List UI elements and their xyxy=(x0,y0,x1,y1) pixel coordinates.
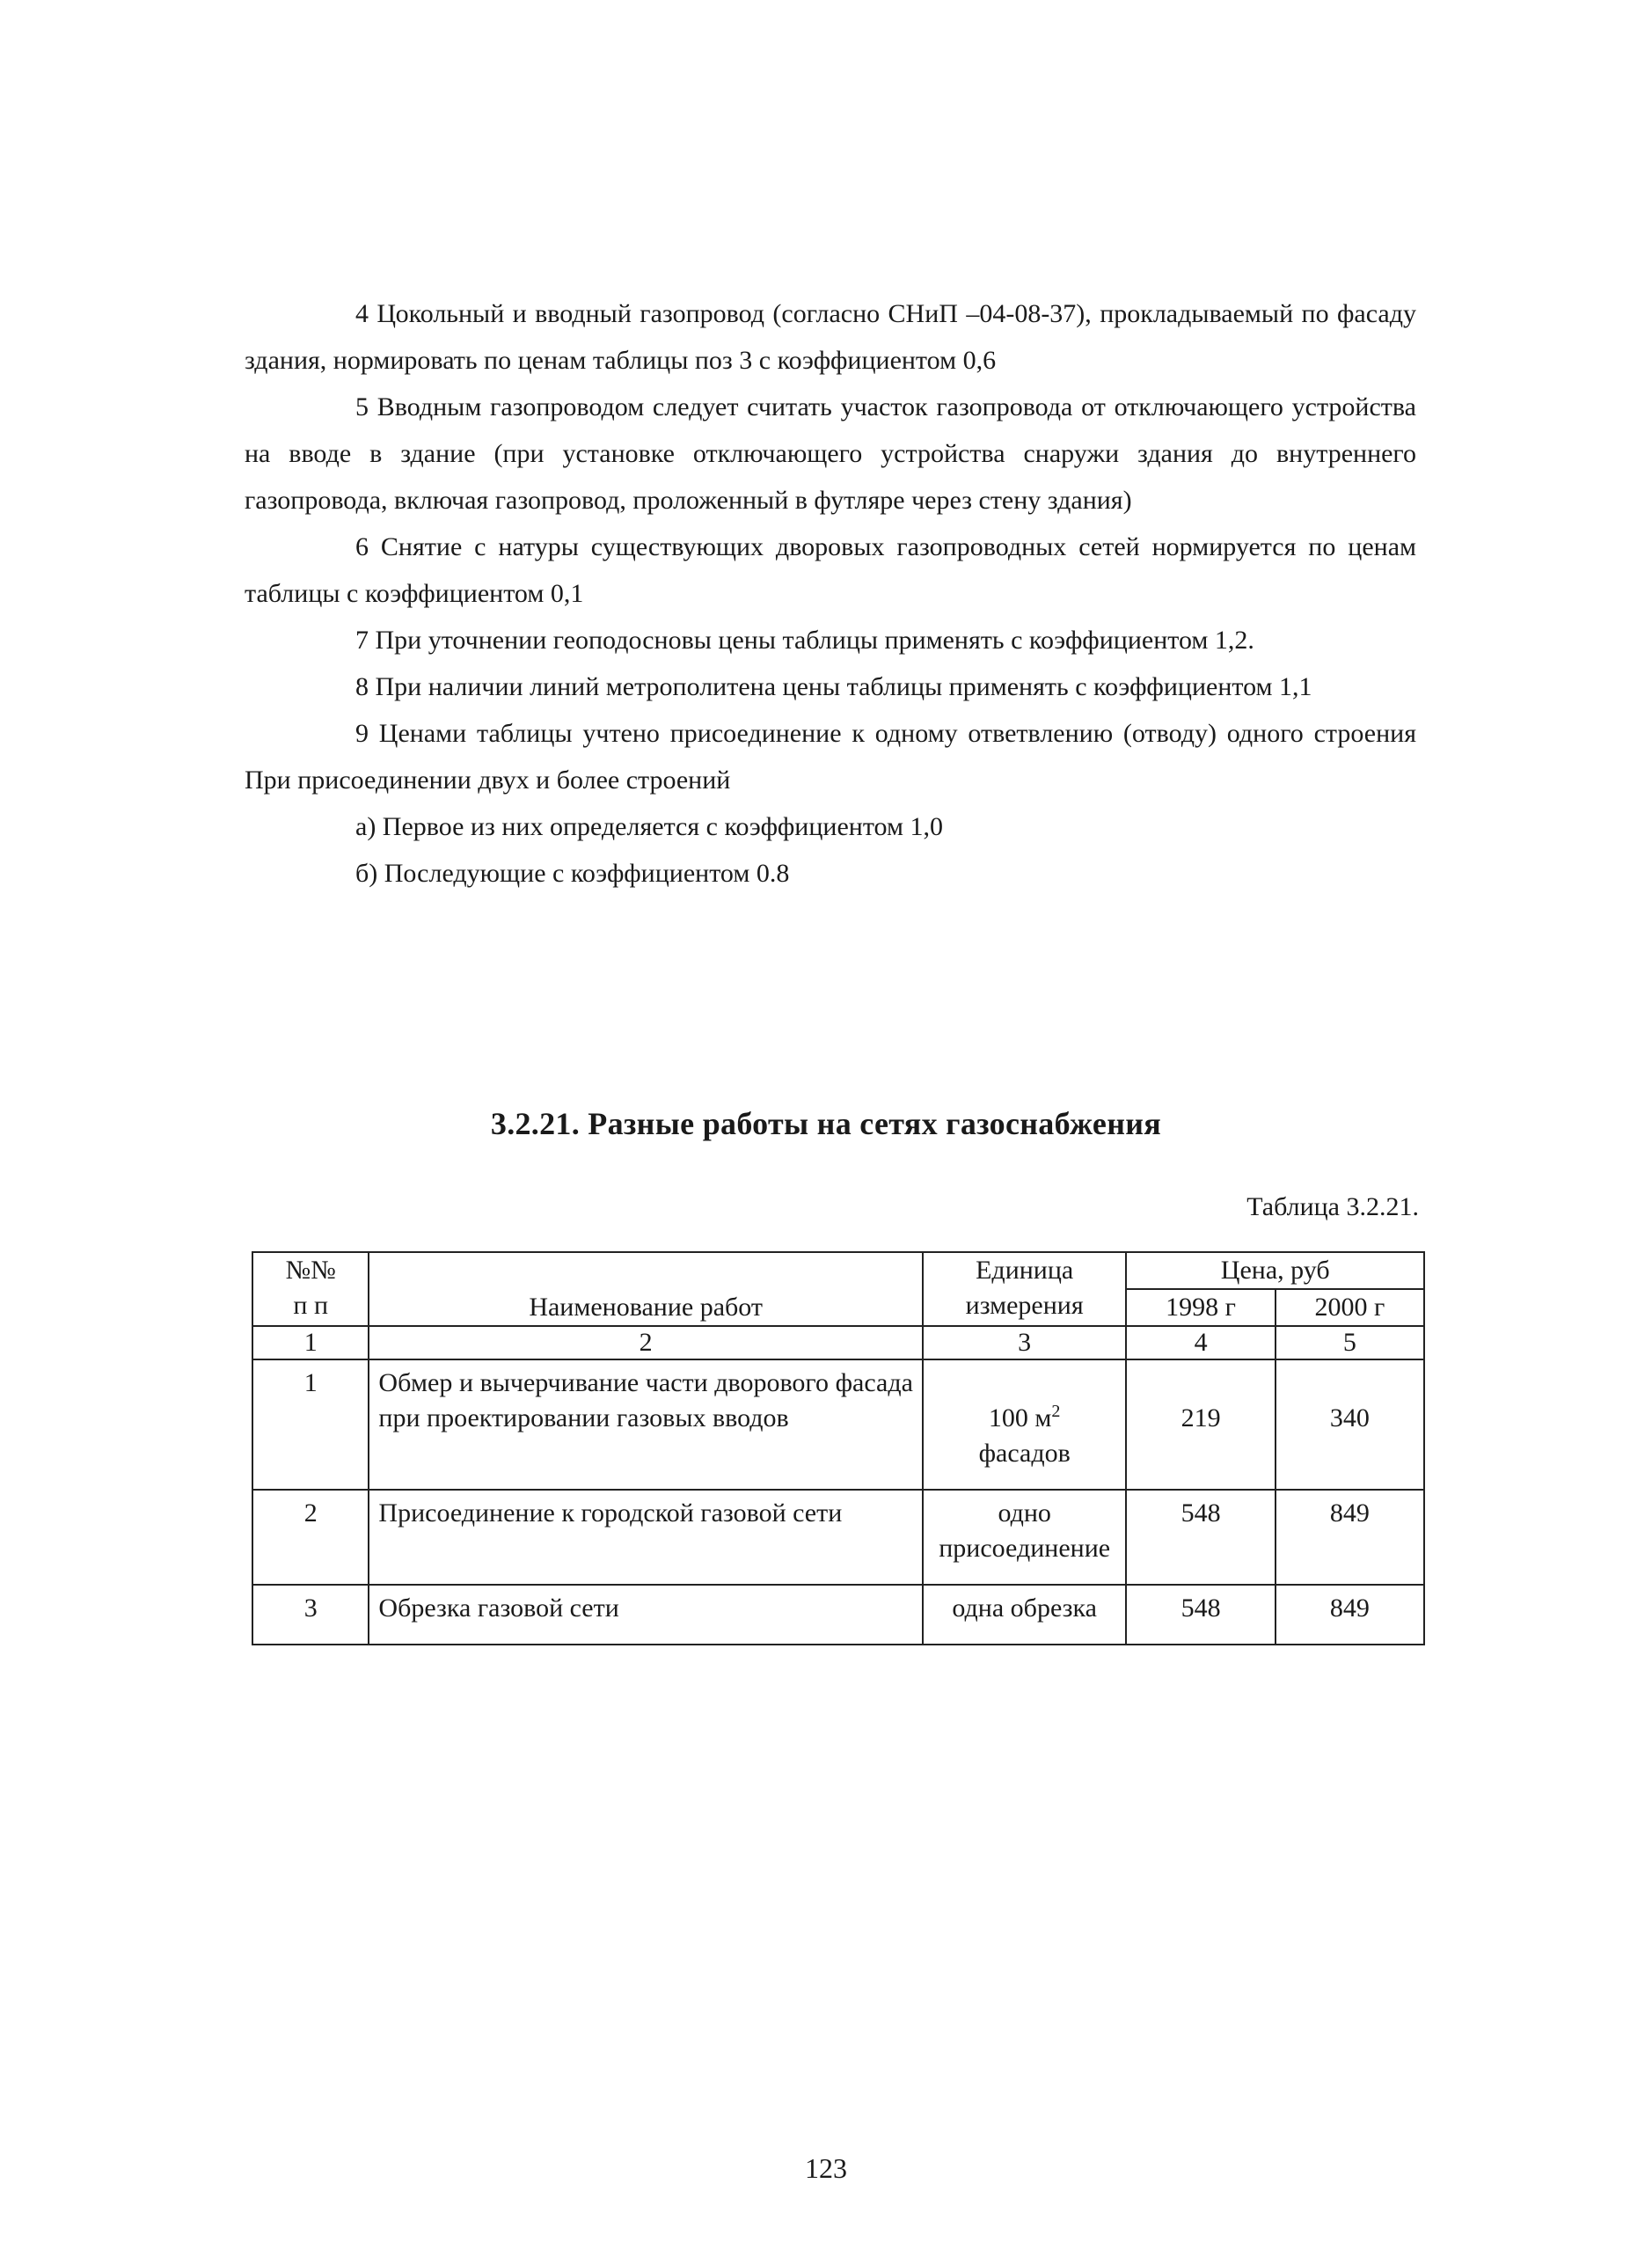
row-num: 1 xyxy=(252,1359,369,1490)
row-unit: одно присоединение xyxy=(923,1490,1127,1585)
column-index: 4 xyxy=(1126,1326,1275,1359)
row-name: Обмер и вычерчивание части дворового фасада при проектировании газовых вводов xyxy=(369,1359,922,1490)
column-index-row xyxy=(252,1326,1424,1359)
table-row xyxy=(252,1359,1424,1490)
row-price-2000: 340 xyxy=(1276,1359,1424,1490)
row-unit-value: 100 м xyxy=(988,1403,1052,1432)
note-9b: б) Последующие с коэффициентом 0.8 xyxy=(355,859,790,888)
header-num-line2: п п xyxy=(293,1291,329,1320)
row-num: 3 xyxy=(252,1585,369,1645)
row-unit-sup: 2 xyxy=(1051,1402,1061,1421)
header-price: Цена, руб xyxy=(1126,1252,1424,1289)
row-price-1998: 548 xyxy=(1126,1585,1275,1645)
column-index: 1 xyxy=(252,1326,369,1359)
row-name: Обрезка газовой сети xyxy=(369,1585,922,1645)
header-price-2000: 2000 г xyxy=(1276,1289,1424,1326)
header-num-line1: №№ xyxy=(285,1256,336,1285)
note-4: 4 Цокольный и вводный газопровод (согласно СНиП –04-08-37), прокладываемый по фасаду здания, нормировать по ценам таблицы поз 3 с коэффициентом 0,6 xyxy=(245,299,1416,375)
row-unit-rest: фасадов xyxy=(978,1439,1071,1468)
table-row xyxy=(252,1585,1424,1645)
header-price-1998: 1998 г xyxy=(1126,1289,1275,1326)
row-name: Присоединение к городской газовой сети xyxy=(369,1490,922,1585)
header-num xyxy=(252,1252,369,1326)
header-unit: Единица измерения xyxy=(923,1252,1127,1326)
note-5: 5 Вводным газопроводом следует считать участок газопровода от отключающего устройства на вводе в здание (при установке отключающего устройства снаружи здания до внутреннего газопровода, включая газопровод, проложенный в футляре через стену здания) xyxy=(245,392,1416,515)
row-price-1998: 219 xyxy=(1126,1359,1275,1490)
row-unit: одна обрезка xyxy=(923,1585,1127,1645)
note-7: 7 При уточнении геоподосновы цены таблицы применять с коэффициентом 1,2. xyxy=(355,626,1254,655)
column-index: 3 xyxy=(923,1326,1127,1359)
note-9: 9 Ценами таблицы учтено присоединение к одному ответвлению (отводу) одного строения При присоединении двух и более строений xyxy=(245,719,1416,795)
column-index: 5 xyxy=(1276,1326,1424,1359)
note-8: 8 При наличии линий метрополитена цены таблицы применять с коэффициентом 1,1 xyxy=(355,672,1312,701)
header-name: Наименование работ xyxy=(369,1252,922,1326)
column-index: 2 xyxy=(369,1326,922,1359)
table-notes xyxy=(245,290,1416,897)
note-6: 6 Снятие с натуры существующих дворовых газопроводных сетей нормируется по ценам таблицы с коэффициентом 0,1 xyxy=(245,532,1416,608)
row-price-1998: 548 xyxy=(1126,1490,1275,1585)
section-title: 3.2.21. Разные работы на сетях газоснабжения xyxy=(490,1106,1162,1141)
works-price-table xyxy=(252,1251,1425,1645)
table-row xyxy=(252,1490,1424,1585)
row-unit xyxy=(923,1359,1127,1490)
page-number: 123 xyxy=(805,2152,847,2184)
table-caption: Таблица 3.2.21. xyxy=(1246,1192,1419,1221)
row-price-2000: 849 xyxy=(1276,1490,1424,1585)
row-num: 2 xyxy=(252,1490,369,1585)
row-price-2000: 849 xyxy=(1276,1585,1424,1645)
note-9a: а) Первое из них определяется с коэффициентом 1,0 xyxy=(355,812,943,841)
